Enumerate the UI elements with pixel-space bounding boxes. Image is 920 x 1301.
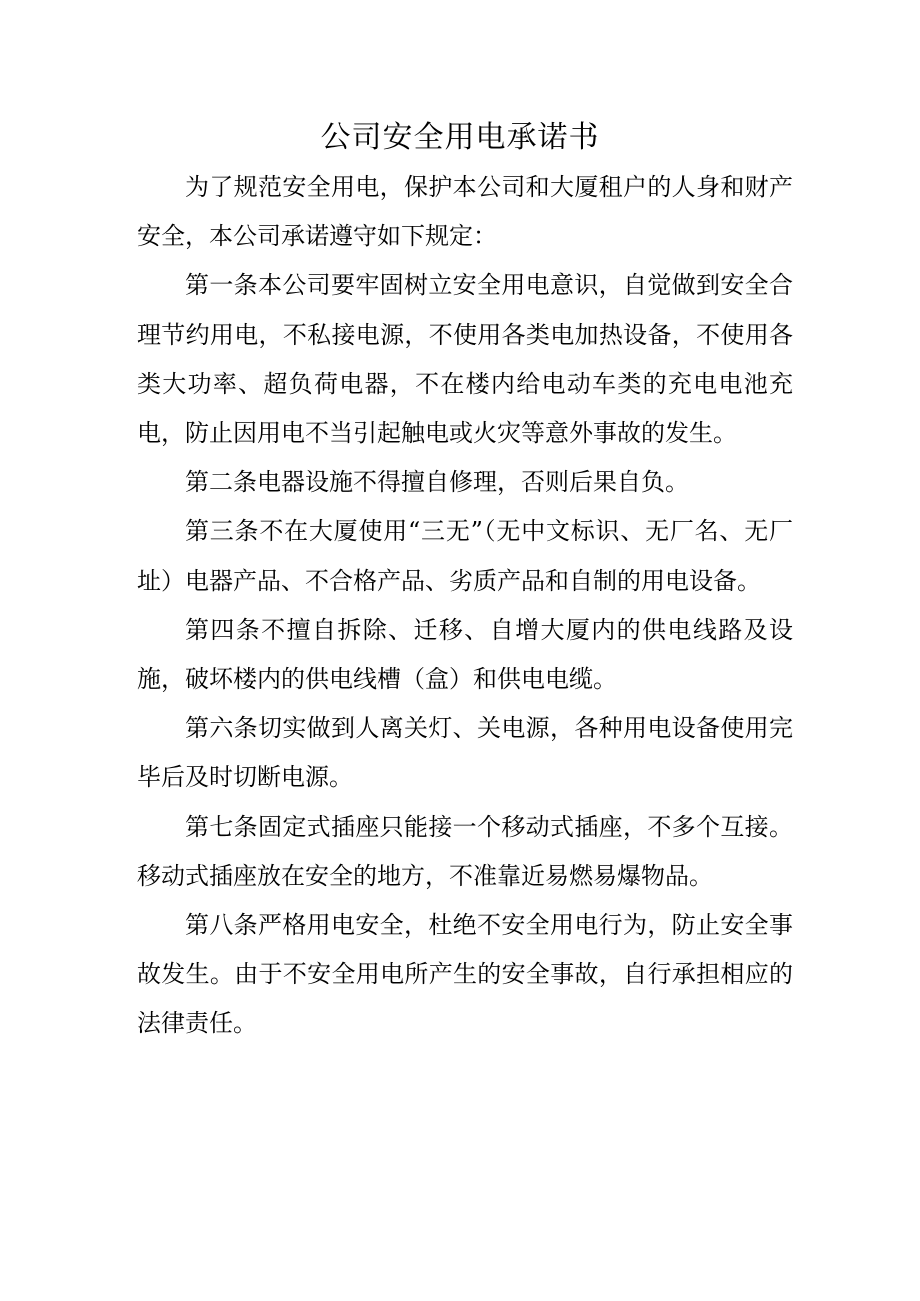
paragraph-article-1: 第一条本公司要牢固树立安全用电意识，自觉做到安全合理节约用电，不私接电源，不使用各类电加热设备，不使用各类大功率、超负荷电器，不在楼内给电动车类的充电电池充电，防止因用电不当引起触电或火灾等意外事故的发生。 (137, 271, 793, 448)
paragraph-article-8: 第八条严格用电安全，杜绝不安全用电行为，防止安全事故发生。由于不安全用电所产生的安全事故，自行承担相应的法律责任。 (137, 911, 793, 1038)
paragraph-article-7: 第七条固定式插座只能接一个移动式插座，不多个互接。移动式插座放在安全的地方，不准靠近易燃易爆物品。 (137, 812, 793, 890)
paragraph-article-3: 第三条不在大厦使用“三无”（无中文标识、无厂名、无厂址）电器产品、不合格产品、劣质产品和自制的用电设备。 (137, 517, 793, 595)
document-title: 公司安全用电承诺书 (320, 120, 600, 155)
paragraph-intro: 为了规范安全用电，保护本公司和大厦租户的人身和财产安全，本公司承诺遵守如下规定： (137, 173, 793, 251)
paragraph-article-4: 第四条不擅自拆除、迁移、自增大厦内的供电线路及设施，破坏楼内的供电线槽（盒）和供电电缆。 (137, 615, 793, 694)
document-body (137, 163, 793, 1049)
paragraph-article-2: 第二条电器设施不得擅自修理，否则后果自负。 (185, 468, 689, 497)
paragraph-article-6: 第六条切实做到人离关灯、关电源，各种用电设备使用完毕后及时切断电源。 (137, 714, 793, 792)
